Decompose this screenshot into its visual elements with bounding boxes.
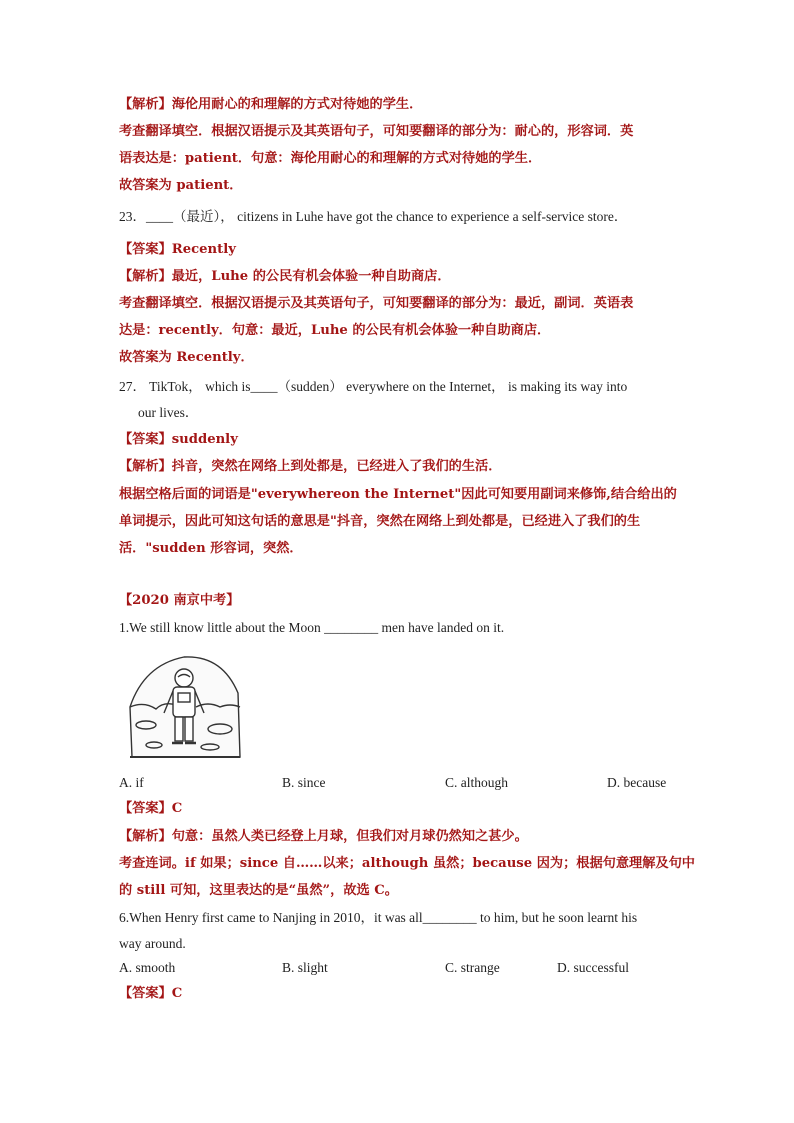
q27b: our lives．: [138, 405, 199, 420]
q6-option-a: A. smooth: [119, 960, 176, 975]
a23: 【答案】Recently: [119, 242, 236, 257]
l9: 故答案为 Recently．: [119, 350, 254, 365]
l20: 【解析】句意：虽然人类已经登上月球，但我们对月球仍然知之甚少。: [119, 829, 528, 844]
q6-option-d: D. successful: [557, 960, 629, 975]
q1-option-c: C. although: [445, 775, 508, 790]
l15: 单词提示，因此可知这句话的意思是"抖音，突然在网络上到处都是，已经进入了我们的生: [119, 514, 641, 529]
q1-option-d: D. because: [607, 775, 667, 790]
a6: 【答案】C: [119, 986, 183, 1001]
l14: 根据空格后面的词语是"everywhereon the Internet"因此可知要用副词来修饰,结合给出的: [119, 487, 677, 502]
l22: 的 still 可知，这里表达的是“虽然”，故选 C。: [119, 883, 398, 898]
q27: 27． TikTok， which is____（sudden） everywhere on the Internet， is making its way into: [119, 379, 628, 394]
section-2020: 【2020 南京中考】: [119, 593, 240, 608]
q1-option-a: A. if: [119, 775, 144, 790]
l21: 考查连词。if 如果；since 自……以来；although 虽然；because 因为；根据句意理解及句中: [119, 856, 695, 871]
l8: 达是：recently．句意：最近，Luhe 的公民有机会体验一种自助商店．: [119, 323, 551, 338]
l6: 【解析】最近，Luhe 的公民有机会体验一种自助商店．: [119, 269, 451, 284]
l0: 【解析】海伦用耐心的和理解的方式对待她的学生．: [119, 97, 423, 112]
q23: 23．____（最近）， citizens in Luhe have got the chance to experience a self-service store．: [119, 209, 628, 224]
l2: 语表达是：patient．句意：海伦用耐心的和理解的方式对待她的学生．: [119, 151, 542, 166]
q1-option-b: B. since: [282, 775, 326, 790]
q1: 1.We still know little about the Moon ________ men have landed on it.: [119, 620, 505, 635]
l13: 【解析】抖音，突然在网络上到处都是，已经进入了我们的生活．: [119, 459, 502, 474]
astronaut-on-moon-image: [124, 645, 244, 760]
l1: 考查翻译填空．根据汉语提示及其英语句子，可知要翻译的部分为：耐心的，形容词．英: [119, 124, 634, 139]
a27: 【答案】suddenly: [119, 432, 238, 447]
l3: 故答案为 patient．: [119, 178, 243, 193]
q6-option-b: B. slight: [282, 960, 328, 975]
l7: 考查翻译填空．根据汉语提示及其英语句子，可知要翻译的部分为：最近，副词．英语表: [119, 296, 634, 311]
a1: 【答案】C: [119, 801, 183, 816]
q6: 6.When Henry first came to Nanjing in 2010，it was all________ to him, but he soon learnt his: [119, 910, 638, 925]
l16: 活．"sudden 形容词，突然．: [119, 541, 303, 556]
q6b: way around.: [119, 936, 186, 951]
q6-option-c: C. strange: [445, 960, 500, 975]
